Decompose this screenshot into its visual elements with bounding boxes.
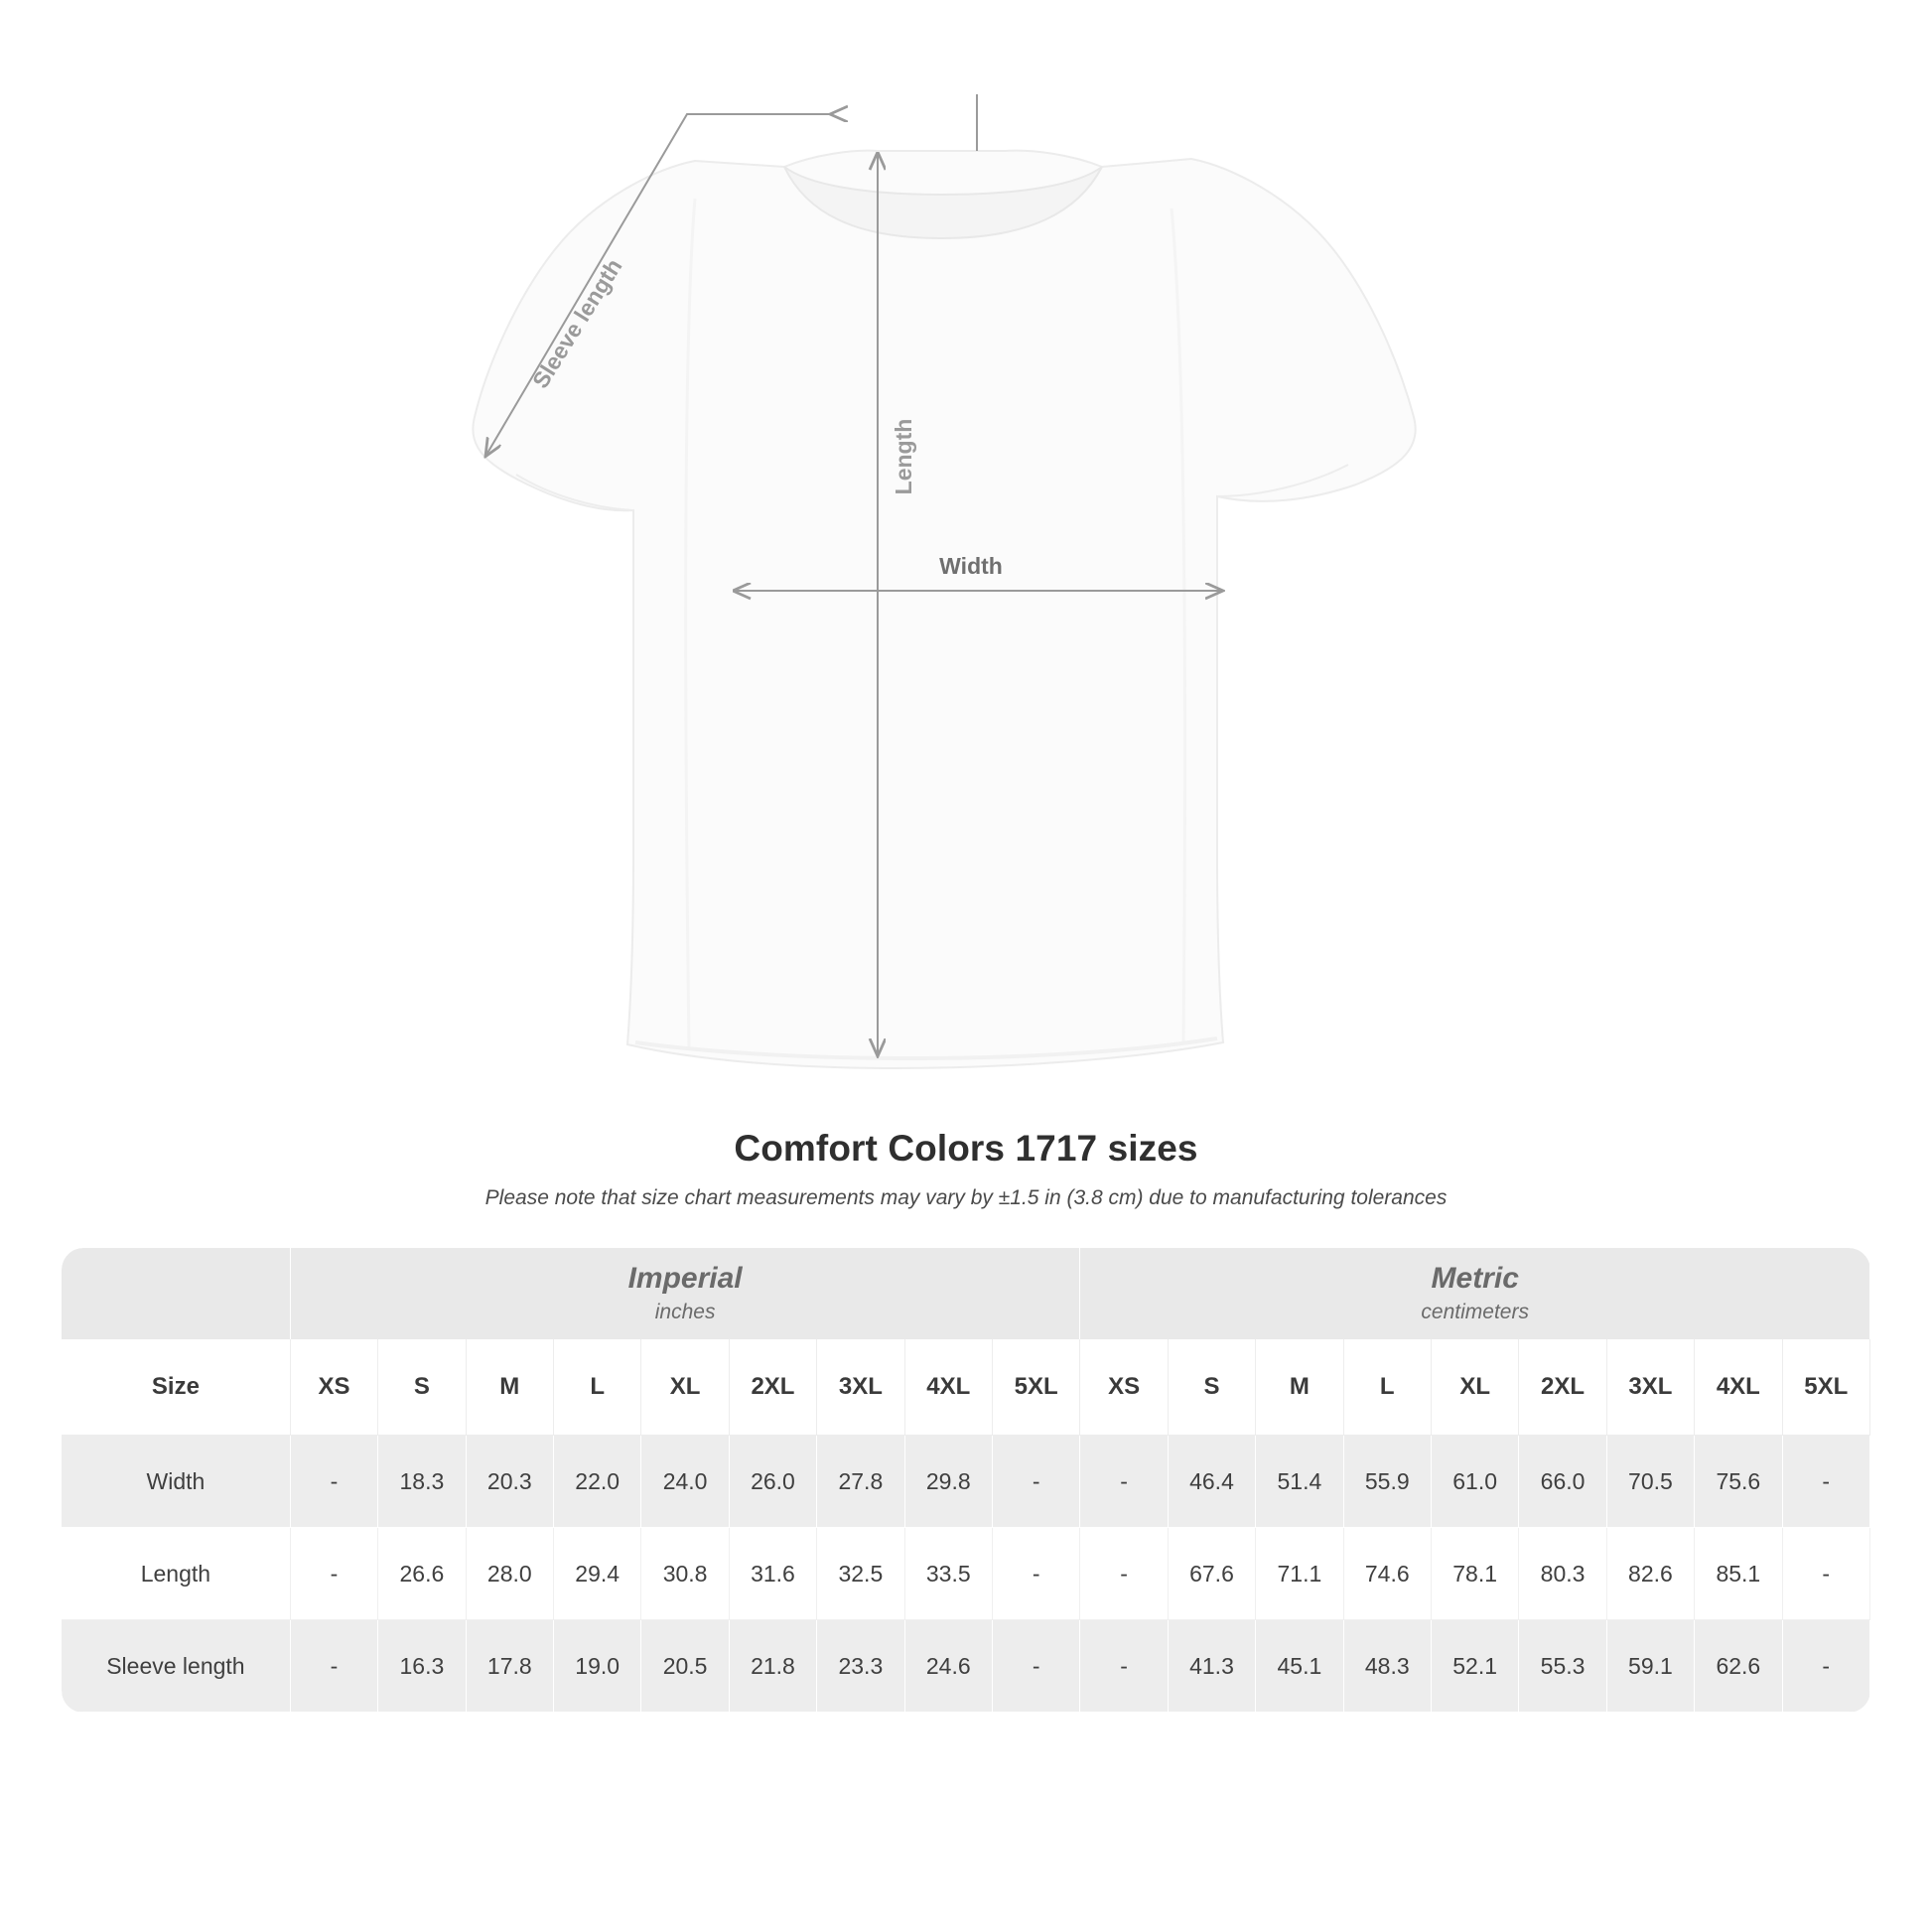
cell-width-imperial-xl: 24.0 (641, 1436, 729, 1528)
cell-width-metric-xl: 61.0 (1431, 1436, 1518, 1528)
cell-sleeve-metric-s: 41.3 (1168, 1620, 1255, 1713)
header-imperial-5xl: 5XL (992, 1339, 1079, 1436)
cell-length-metric-xs: - (1080, 1528, 1168, 1620)
size-header-row (62, 1339, 1870, 1436)
cell-width-imperial-2xl: 26.0 (729, 1436, 816, 1528)
cell-length-imperial-5xl: - (992, 1528, 1079, 1620)
unit-metric-name: Metric (1431, 1261, 1519, 1295)
sleeve-length-label: Sleeve length (526, 253, 627, 393)
header-imperial-xl: XL (641, 1339, 729, 1436)
cell-sleeve-metric-2xl: 55.3 (1519, 1620, 1606, 1713)
cell-length-imperial-m: 28.0 (466, 1528, 553, 1620)
title-block (0, 1128, 1932, 1210)
chart-title: Comfort Colors 1717 sizes (734, 1128, 1198, 1169)
row-label-sleeve-length: Sleeve length (62, 1620, 290, 1713)
cell-sleeve-imperial-xs: - (290, 1620, 377, 1713)
cell-width-metric-2xl: 66.0 (1519, 1436, 1606, 1528)
cell-sleeve-imperial-4xl: 24.6 (904, 1620, 992, 1713)
cell-length-metric-4xl: 85.1 (1695, 1528, 1782, 1620)
cell-width-imperial-3xl: 27.8 (817, 1436, 904, 1528)
cell-width-imperial-s: 18.3 (378, 1436, 466, 1528)
cell-width-metric-m: 51.4 (1256, 1436, 1343, 1528)
row-label-length: Length (62, 1528, 290, 1620)
header-imperial-xs: XS (290, 1339, 377, 1436)
cell-length-imperial-xl: 30.8 (641, 1528, 729, 1620)
tshirt-shape (473, 151, 1415, 1068)
cell-length-metric-2xl: 80.3 (1519, 1528, 1606, 1620)
cell-width-metric-3xl: 70.5 (1606, 1436, 1694, 1528)
cell-sleeve-metric-l: 48.3 (1343, 1620, 1431, 1713)
cell-length-metric-5xl: - (1782, 1528, 1869, 1620)
chart-note: Please note that size chart measurements may vary by ±1.5 in (3.8 cm) due to manufacturing tolerances (484, 1186, 1448, 1209)
cell-sleeve-imperial-2xl: 21.8 (729, 1620, 816, 1713)
cell-length-imperial-3xl: 32.5 (817, 1528, 904, 1620)
header-imperial-m: M (466, 1339, 553, 1436)
table-row (62, 1436, 1870, 1528)
header-metric-s: S (1168, 1339, 1255, 1436)
cell-length-metric-3xl: 82.6 (1606, 1528, 1694, 1620)
header-metric-xs: XS (1080, 1339, 1168, 1436)
header-metric-2xl: 2XL (1519, 1339, 1606, 1436)
cell-length-imperial-4xl: 33.5 (904, 1528, 992, 1620)
cell-sleeve-imperial-3xl: 23.3 (817, 1620, 904, 1713)
cell-sleeve-imperial-l: 19.0 (553, 1620, 640, 1713)
unit-imperial (290, 1248, 1080, 1339)
cell-width-imperial-4xl: 29.8 (904, 1436, 992, 1528)
cell-sleeve-imperial-m: 17.8 (466, 1620, 553, 1713)
cell-width-metric-xs: - (1080, 1436, 1168, 1528)
cell-width-imperial-xs: - (290, 1436, 377, 1528)
cell-width-metric-s: 46.4 (1168, 1436, 1255, 1528)
cell-length-imperial-l: 29.4 (553, 1528, 640, 1620)
table-row (62, 1620, 1870, 1713)
cell-width-metric-4xl: 75.6 (1695, 1436, 1782, 1528)
cell-sleeve-metric-m: 45.1 (1256, 1620, 1343, 1713)
header-metric-3xl: 3XL (1606, 1339, 1694, 1436)
header-size-label: Size (62, 1339, 290, 1436)
cell-sleeve-metric-xl: 52.1 (1431, 1620, 1518, 1713)
units-row (62, 1248, 1870, 1339)
cell-width-imperial-l: 22.0 (553, 1436, 640, 1528)
cell-length-metric-l: 74.6 (1343, 1528, 1431, 1620)
header-imperial-s: S (378, 1339, 466, 1436)
cell-width-imperial-5xl: - (992, 1436, 1079, 1528)
header-metric-m: M (1256, 1339, 1343, 1436)
unit-metric (1080, 1248, 1870, 1339)
cell-sleeve-metric-4xl: 62.6 (1695, 1620, 1782, 1713)
size-table (62, 1248, 1870, 1713)
width-label: Width (939, 553, 1003, 579)
cell-sleeve-metric-xs: - (1080, 1620, 1168, 1713)
table-row (62, 1528, 1870, 1620)
cell-length-imperial-s: 26.6 (378, 1528, 466, 1620)
row-label-width: Width (62, 1436, 290, 1528)
unit-metric-sub: centimeters (1421, 1301, 1529, 1323)
cell-sleeve-imperial-xl: 20.5 (641, 1620, 729, 1713)
units-spacer (62, 1248, 290, 1339)
cell-length-metric-s: 67.6 (1168, 1528, 1255, 1620)
cell-sleeve-metric-3xl: 59.1 (1606, 1620, 1694, 1713)
header-metric-l: L (1343, 1339, 1431, 1436)
header-metric-xl: XL (1431, 1339, 1518, 1436)
cell-length-imperial-2xl: 31.6 (729, 1528, 816, 1620)
cell-length-metric-m: 71.1 (1256, 1528, 1343, 1620)
cell-sleeve-metric-5xl: - (1782, 1620, 1869, 1713)
cell-sleeve-imperial-5xl: - (992, 1620, 1079, 1713)
header-imperial-l: L (553, 1339, 640, 1436)
length-label: Length (891, 418, 916, 495)
cell-length-imperial-xs: - (290, 1528, 377, 1620)
header-imperial-4xl: 4XL (904, 1339, 992, 1436)
cell-width-metric-5xl: - (1782, 1436, 1869, 1528)
header-metric-5xl: 5XL (1782, 1339, 1869, 1436)
cell-width-metric-l: 55.9 (1343, 1436, 1431, 1528)
cell-width-imperial-m: 20.3 (466, 1436, 553, 1528)
unit-imperial-sub: inches (654, 1301, 716, 1323)
unit-imperial-name: Imperial (627, 1261, 743, 1295)
cell-sleeve-imperial-s: 16.3 (378, 1620, 466, 1713)
size-table-wrapper (62, 1248, 1870, 1713)
header-metric-4xl: 4XL (1695, 1339, 1782, 1436)
cell-length-metric-xl: 78.1 (1431, 1528, 1518, 1620)
header-imperial-3xl: 3XL (817, 1339, 904, 1436)
header-imperial-2xl: 2XL (729, 1339, 816, 1436)
